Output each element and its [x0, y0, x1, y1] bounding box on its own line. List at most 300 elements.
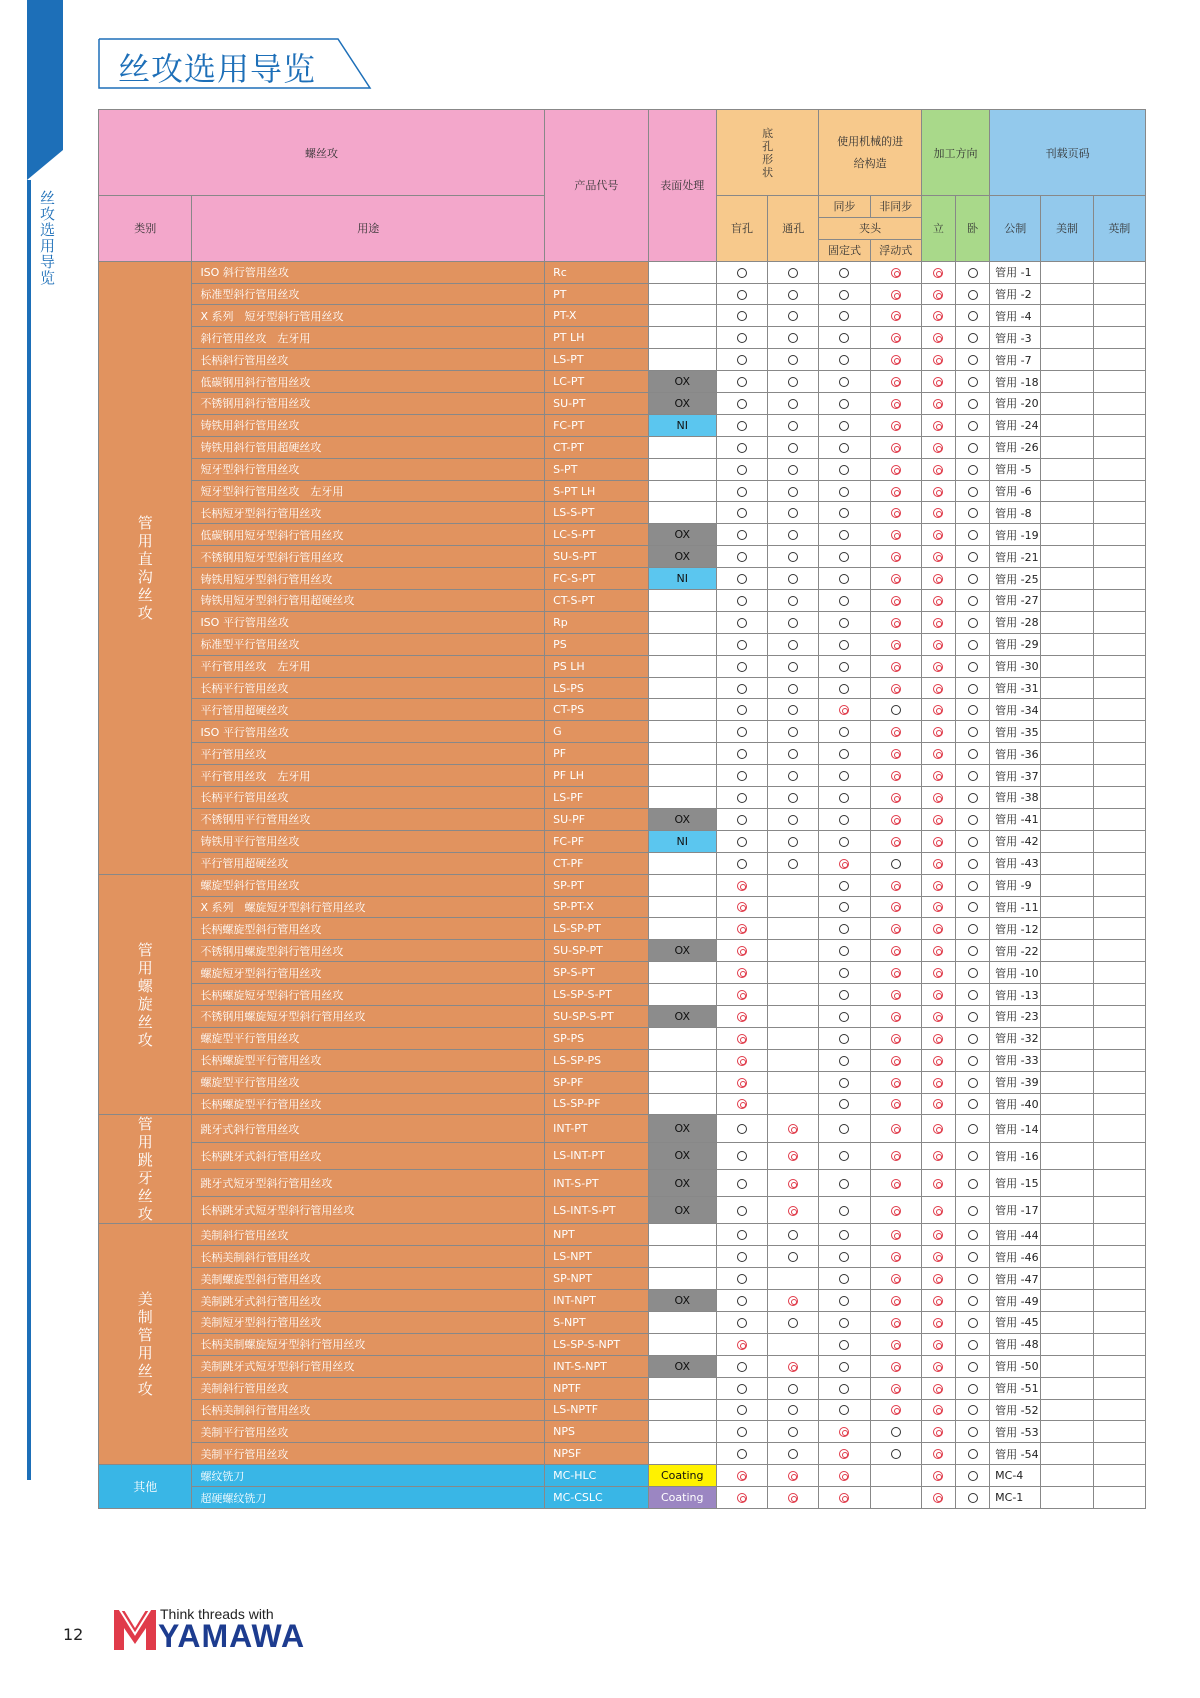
- double-circle-icon: [933, 1362, 943, 1372]
- surface-treatment-cell: [648, 852, 716, 874]
- imperial-page-cell: [1093, 414, 1145, 436]
- double-circle-icon: [737, 1493, 747, 1503]
- suitability-cell: [870, 765, 921, 787]
- double-circle-icon: [933, 902, 943, 912]
- usage-cell: 斜行管用丝攻 左牙用: [192, 327, 545, 349]
- double-circle-icon: [891, 1230, 901, 1240]
- suitability-cell: [921, 1311, 955, 1333]
- page-ref-cell: 管用 -4: [990, 305, 1041, 327]
- suitability-cell: [819, 633, 870, 655]
- surface-treatment-cell: [648, 261, 716, 283]
- surface-treatment-cell: [648, 984, 716, 1006]
- surface-treatment-cell: [648, 874, 716, 896]
- suitability-cell: [768, 1311, 819, 1333]
- header-vertical: 立: [921, 196, 955, 262]
- usage-cell: 长柄跳牙式斜行管用丝攻: [192, 1142, 545, 1169]
- double-circle-icon: [891, 443, 901, 453]
- circle-icon: [737, 290, 747, 300]
- suitability-cell: [870, 852, 921, 874]
- page-ref-cell: 管用 -36: [990, 743, 1041, 765]
- surface-treatment-cell: [648, 1224, 716, 1246]
- imperial-page-cell: [1093, 1169, 1145, 1196]
- surface-treatment-cell: [648, 1377, 716, 1399]
- surface-treatment-cell: OX: [648, 1290, 716, 1312]
- page-ref-cell: 管用 -18: [990, 371, 1041, 393]
- page-ref-cell: 管用 -3: [990, 327, 1041, 349]
- page-ref-cell: 管用 -23: [990, 1005, 1041, 1027]
- suitability-cell: [956, 1115, 990, 1142]
- table-row: [99, 1399, 1146, 1421]
- double-circle-icon: [737, 1012, 747, 1022]
- imperial-page-cell: [1093, 524, 1145, 546]
- double-circle-icon: [737, 1056, 747, 1066]
- header-tap: 螺丝攻: [99, 110, 545, 196]
- suitability-cell: [956, 349, 990, 371]
- circle-icon: [839, 1318, 849, 1328]
- circle-icon: [968, 1427, 978, 1437]
- circle-icon: [968, 1012, 978, 1022]
- double-circle-icon: [891, 399, 901, 409]
- circle-icon: [968, 1179, 978, 1189]
- usage-cell: 美制斜行管用丝攻: [192, 1377, 545, 1399]
- circle-icon: [788, 552, 798, 562]
- double-circle-icon: [788, 1296, 798, 1306]
- table-row: [99, 1443, 1146, 1465]
- double-circle-icon: [933, 749, 943, 759]
- circle-icon: [788, 705, 798, 715]
- table-row: [99, 940, 1146, 962]
- double-circle-icon: [933, 530, 943, 540]
- suitability-cell: [921, 371, 955, 393]
- suitability-cell: [768, 918, 819, 940]
- circle-icon: [839, 1124, 849, 1134]
- imperial-page-cell: [1093, 896, 1145, 918]
- circle-icon: [737, 640, 747, 650]
- double-circle-icon: [933, 1493, 943, 1503]
- double-circle-icon: [891, 1012, 901, 1022]
- suitability-cell: [768, 1421, 819, 1443]
- page-ref-cell: 管用 -38: [990, 787, 1041, 809]
- suitability-cell: [921, 633, 955, 655]
- circle-icon: [788, 793, 798, 803]
- circle-icon: [788, 815, 798, 825]
- table-row: [99, 874, 1146, 896]
- american-page-cell: [1041, 787, 1093, 809]
- table-row: [99, 1224, 1146, 1246]
- page-ref-cell: 管用 -22: [990, 940, 1041, 962]
- circle-icon: [839, 771, 849, 781]
- product-code-cell: NPTF: [545, 1377, 648, 1399]
- surface-treatment-cell: [648, 655, 716, 677]
- circle-icon: [788, 859, 798, 869]
- suitability-cell: [716, 918, 767, 940]
- suitability-cell: [716, 830, 767, 852]
- page-ref-cell: 管用 -48: [990, 1333, 1041, 1355]
- imperial-page-cell: [1093, 962, 1145, 984]
- suitability-cell: [921, 524, 955, 546]
- suitability-cell: [716, 283, 767, 305]
- imperial-page-cell: [1093, 590, 1145, 612]
- suitability-cell: [956, 568, 990, 590]
- usage-cell: 长柄跳牙式短牙型斜行管用丝攻: [192, 1197, 545, 1224]
- double-circle-icon: [737, 1471, 747, 1481]
- product-code-cell: LS-INT-PT: [545, 1142, 648, 1169]
- suitability-cell: [956, 524, 990, 546]
- circle-icon: [839, 793, 849, 803]
- table-row: [99, 808, 1146, 830]
- circle-icon: [968, 333, 978, 343]
- suitability-cell: [819, 480, 870, 502]
- usage-cell: 螺旋型平行管用丝攻: [192, 1027, 545, 1049]
- surface-treatment-cell: [648, 1311, 716, 1333]
- suitability-cell: [870, 1421, 921, 1443]
- circle-icon: [968, 618, 978, 628]
- suitability-cell: [870, 1093, 921, 1115]
- double-circle-icon: [891, 574, 901, 584]
- circle-icon: [737, 421, 747, 431]
- suitability-cell: [716, 261, 767, 283]
- header-product-code: 产品代号: [545, 110, 648, 262]
- suitability-cell: [956, 940, 990, 962]
- imperial-page-cell: [1093, 1290, 1145, 1312]
- circle-icon: [788, 421, 798, 431]
- table-row: [99, 633, 1146, 655]
- suitability-cell: [819, 393, 870, 415]
- circle-icon: [968, 1296, 978, 1306]
- circle-icon: [839, 1362, 849, 1372]
- page-ref-cell: 管用 -26: [990, 436, 1041, 458]
- table-row: [99, 1333, 1146, 1355]
- suitability-cell: [768, 611, 819, 633]
- double-circle-icon: [933, 662, 943, 672]
- american-page-cell: [1041, 1399, 1093, 1421]
- header-horizontal: 卧: [956, 196, 990, 262]
- product-code-cell: FC-PF: [545, 830, 648, 852]
- suitability-cell: [956, 480, 990, 502]
- circle-icon: [788, 596, 798, 606]
- suitability-cell: [870, 502, 921, 524]
- circle-icon: [968, 596, 978, 606]
- suitability-cell: [716, 1049, 767, 1071]
- imperial-page-cell: [1093, 1224, 1145, 1246]
- circle-icon: [737, 268, 747, 278]
- surface-treatment-cell: [648, 918, 716, 940]
- suitability-cell: [956, 677, 990, 699]
- suitability-cell: [956, 1399, 990, 1421]
- product-code-cell: MC-HLC: [545, 1465, 648, 1487]
- suitability-cell: [768, 371, 819, 393]
- suitability-cell: [956, 1093, 990, 1115]
- suitability-cell: [921, 1027, 955, 1049]
- suitability-cell: [921, 327, 955, 349]
- table-row: [99, 787, 1146, 809]
- double-circle-icon: [891, 1056, 901, 1066]
- surface-treatment-cell: [648, 699, 716, 721]
- suitability-cell: [956, 546, 990, 568]
- suitability-cell: [768, 940, 819, 962]
- suitability-cell: [819, 327, 870, 349]
- page-ref-cell: 管用 -20: [990, 393, 1041, 415]
- circle-icon: [968, 355, 978, 365]
- surface-treatment-cell: [648, 1333, 716, 1355]
- suitability-cell: [716, 721, 767, 743]
- product-code-cell: SP-NPT: [545, 1268, 648, 1290]
- circle-icon: [968, 771, 978, 781]
- american-page-cell: [1041, 1049, 1093, 1071]
- usage-cell: 铸铁用斜行管用丝攻: [192, 414, 545, 436]
- usage-cell: ISO 平行管用丝攻: [192, 611, 545, 633]
- page-ref-cell: 管用 -28: [990, 611, 1041, 633]
- table-row: [99, 1355, 1146, 1377]
- imperial-page-cell: [1093, 480, 1145, 502]
- product-code-cell: G: [545, 721, 648, 743]
- american-page-cell: [1041, 1290, 1093, 1312]
- double-circle-icon: [891, 815, 901, 825]
- circle-icon: [968, 574, 978, 584]
- usage-cell: 长柄螺旋型平行管用丝攻: [192, 1049, 545, 1071]
- double-circle-icon: [891, 1206, 901, 1216]
- circle-icon: [737, 1179, 747, 1189]
- suitability-cell: [921, 918, 955, 940]
- circle-icon: [839, 618, 849, 628]
- suitability-cell: [921, 655, 955, 677]
- suitability-cell: [768, 458, 819, 480]
- page-ref-cell: 管用 -43: [990, 852, 1041, 874]
- double-circle-icon: [933, 1252, 943, 1262]
- page-ref-cell: 管用 -5: [990, 458, 1041, 480]
- table-row: [99, 896, 1146, 918]
- suitability-cell: [716, 349, 767, 371]
- suitability-cell: [768, 677, 819, 699]
- american-page-cell: [1041, 305, 1093, 327]
- circle-icon: [737, 377, 747, 387]
- suitability-cell: [716, 458, 767, 480]
- circle-icon: [788, 311, 798, 321]
- suitability-cell: [819, 677, 870, 699]
- header-blind: 盲孔: [716, 196, 767, 262]
- double-circle-icon: [891, 618, 901, 628]
- surface-treatment-cell: [648, 1421, 716, 1443]
- page-ref-cell: 管用 -35: [990, 721, 1041, 743]
- suitability-cell: [870, 984, 921, 1006]
- circle-icon: [839, 1099, 849, 1109]
- circle-icon: [788, 290, 798, 300]
- suitability-cell: [716, 1311, 767, 1333]
- circle-icon: [788, 465, 798, 475]
- table-row: [99, 480, 1146, 502]
- surface-treatment-cell: [648, 305, 716, 327]
- product-code-cell: LS-S-PT: [545, 502, 648, 524]
- circle-icon: [839, 1384, 849, 1394]
- suitability-cell: [768, 1169, 819, 1196]
- suitability-cell: [956, 1027, 990, 1049]
- circle-icon: [968, 684, 978, 694]
- circle-icon: [968, 1318, 978, 1328]
- product-code-cell: S-PT LH: [545, 480, 648, 502]
- suitability-cell: [768, 524, 819, 546]
- imperial-page-cell: [1093, 743, 1145, 765]
- suitability-cell: [921, 852, 955, 874]
- suitability-cell: [819, 546, 870, 568]
- double-circle-icon: [933, 1318, 943, 1328]
- page-ref-cell: 管用 -10: [990, 962, 1041, 984]
- product-code-cell: LS-INT-S-PT: [545, 1197, 648, 1224]
- suitability-cell: [819, 962, 870, 984]
- double-circle-icon: [891, 596, 901, 606]
- page-ref-cell: 管用 -39: [990, 1071, 1041, 1093]
- suitability-cell: [768, 1355, 819, 1377]
- suitability-cell: [921, 546, 955, 568]
- usage-cell: ISO 斜行管用丝攻: [192, 261, 545, 283]
- table-row: [99, 1311, 1146, 1333]
- table-row: [99, 1169, 1146, 1196]
- circle-icon: [968, 1274, 978, 1284]
- page-ref-cell: 管用 -25: [990, 568, 1041, 590]
- circle-icon: [968, 421, 978, 431]
- page-ref-cell: 管用 -31: [990, 677, 1041, 699]
- suitability-cell: [768, 743, 819, 765]
- imperial-page-cell: [1093, 1246, 1145, 1268]
- american-page-cell: [1041, 1421, 1093, 1443]
- circle-icon: [788, 508, 798, 518]
- product-code-cell: LS-SP-PF: [545, 1093, 648, 1115]
- american-page-cell: [1041, 568, 1093, 590]
- surface-treatment-cell: NI: [648, 568, 716, 590]
- page-ref-cell: 管用 -7: [990, 349, 1041, 371]
- page-ref-cell: 管用 -8: [990, 502, 1041, 524]
- circle-icon: [788, 333, 798, 343]
- suitability-cell: [870, 590, 921, 612]
- surface-treatment-cell: [648, 458, 716, 480]
- usage-cell: 长柄斜行管用丝攻: [192, 349, 545, 371]
- suitability-cell: [819, 1311, 870, 1333]
- header-sync: 同步: [819, 196, 870, 218]
- surface-treatment-cell: [648, 896, 716, 918]
- double-circle-icon: [737, 924, 747, 934]
- double-circle-icon: [933, 465, 943, 475]
- side-label: 丝攻选用导览: [40, 189, 56, 287]
- double-circle-icon: [933, 355, 943, 365]
- imperial-page-cell: [1093, 633, 1145, 655]
- surface-treatment-cell: OX: [648, 524, 716, 546]
- table-row: [99, 1465, 1146, 1487]
- imperial-page-cell: [1093, 436, 1145, 458]
- surface-treatment-cell: OX: [648, 940, 716, 962]
- suitability-cell: [956, 1142, 990, 1169]
- suitability-cell: [716, 852, 767, 874]
- table-row: [99, 1049, 1146, 1071]
- circle-icon: [737, 1230, 747, 1240]
- page-ref-cell: 管用 -45: [990, 1311, 1041, 1333]
- usage-cell: 长柄螺旋型斜行管用丝攻: [192, 918, 545, 940]
- page-ref-cell: 管用 -6: [990, 480, 1041, 502]
- circle-icon: [968, 1493, 978, 1503]
- surface-treatment-cell: OX: [648, 1197, 716, 1224]
- american-page-cell: [1041, 1487, 1093, 1509]
- suitability-cell: [921, 1005, 955, 1027]
- double-circle-icon: [933, 1099, 943, 1109]
- suitability-cell: [921, 1071, 955, 1093]
- suitability-cell: [819, 787, 870, 809]
- table-row: [99, 1268, 1146, 1290]
- suitability-cell: [921, 1093, 955, 1115]
- double-circle-icon: [839, 1449, 849, 1459]
- american-page-cell: [1041, 1142, 1093, 1169]
- american-page-cell: [1041, 896, 1093, 918]
- double-circle-icon: [891, 990, 901, 1000]
- double-circle-icon: [891, 749, 901, 759]
- suitability-cell: [870, 1115, 921, 1142]
- circle-icon: [968, 268, 978, 278]
- usage-cell: 平行管用超硬丝攻: [192, 699, 545, 721]
- imperial-page-cell: [1093, 611, 1145, 633]
- circle-icon: [968, 1230, 978, 1240]
- circle-icon: [839, 1206, 849, 1216]
- suitability-cell: [819, 940, 870, 962]
- double-circle-icon: [891, 1252, 901, 1262]
- table-row: [99, 436, 1146, 458]
- suitability-cell: [921, 349, 955, 371]
- suitability-cell: [870, 1399, 921, 1421]
- product-code-cell: INT-S-PT: [545, 1169, 648, 1196]
- usage-cell: 螺旋型斜行管用丝攻: [192, 874, 545, 896]
- product-code-cell: Rc: [545, 261, 648, 283]
- double-circle-icon: [933, 1179, 943, 1189]
- american-page-cell: [1041, 721, 1093, 743]
- header-american: 美制: [1041, 196, 1093, 262]
- surface-treatment-cell: [648, 1071, 716, 1093]
- imperial-page-cell: [1093, 393, 1145, 415]
- double-circle-icon: [933, 1124, 943, 1134]
- circle-icon: [737, 705, 747, 715]
- imperial-page-cell: [1093, 918, 1145, 940]
- suitability-cell: [716, 393, 767, 415]
- imperial-page-cell: [1093, 1443, 1145, 1465]
- suitability-cell: [819, 611, 870, 633]
- imperial-page-cell: [1093, 1355, 1145, 1377]
- suitability-cell: [819, 1268, 870, 1290]
- circle-icon: [737, 487, 747, 497]
- suitability-cell: [716, 677, 767, 699]
- imperial-page-cell: [1093, 699, 1145, 721]
- suitability-cell: [819, 984, 870, 1006]
- circle-icon: [737, 530, 747, 540]
- circle-icon: [737, 1151, 747, 1161]
- suitability-cell: [870, 699, 921, 721]
- circle-icon: [839, 968, 849, 978]
- suitability-cell: [956, 1071, 990, 1093]
- product-code-cell: SP-PT-X: [545, 896, 648, 918]
- double-circle-icon: [891, 355, 901, 365]
- suitability-cell: [870, 1005, 921, 1027]
- page-ref-cell: 管用 -42: [990, 830, 1041, 852]
- circle-icon: [839, 815, 849, 825]
- suitability-cell: [716, 1333, 767, 1355]
- usage-cell: 长柄美制斜行管用丝攻: [192, 1246, 545, 1268]
- suitability-cell: [870, 1465, 921, 1487]
- suitability-cell: [819, 436, 870, 458]
- double-circle-icon: [933, 1056, 943, 1066]
- page-ref-cell: 管用 -33: [990, 1049, 1041, 1071]
- double-circle-icon: [933, 377, 943, 387]
- suitability-cell: [956, 502, 990, 524]
- suitability-cell: [819, 1333, 870, 1355]
- double-circle-icon: [737, 968, 747, 978]
- table-row: [99, 677, 1146, 699]
- circle-icon: [788, 574, 798, 584]
- suitability-cell: [768, 590, 819, 612]
- usage-cell: 平行管用丝攻: [192, 743, 545, 765]
